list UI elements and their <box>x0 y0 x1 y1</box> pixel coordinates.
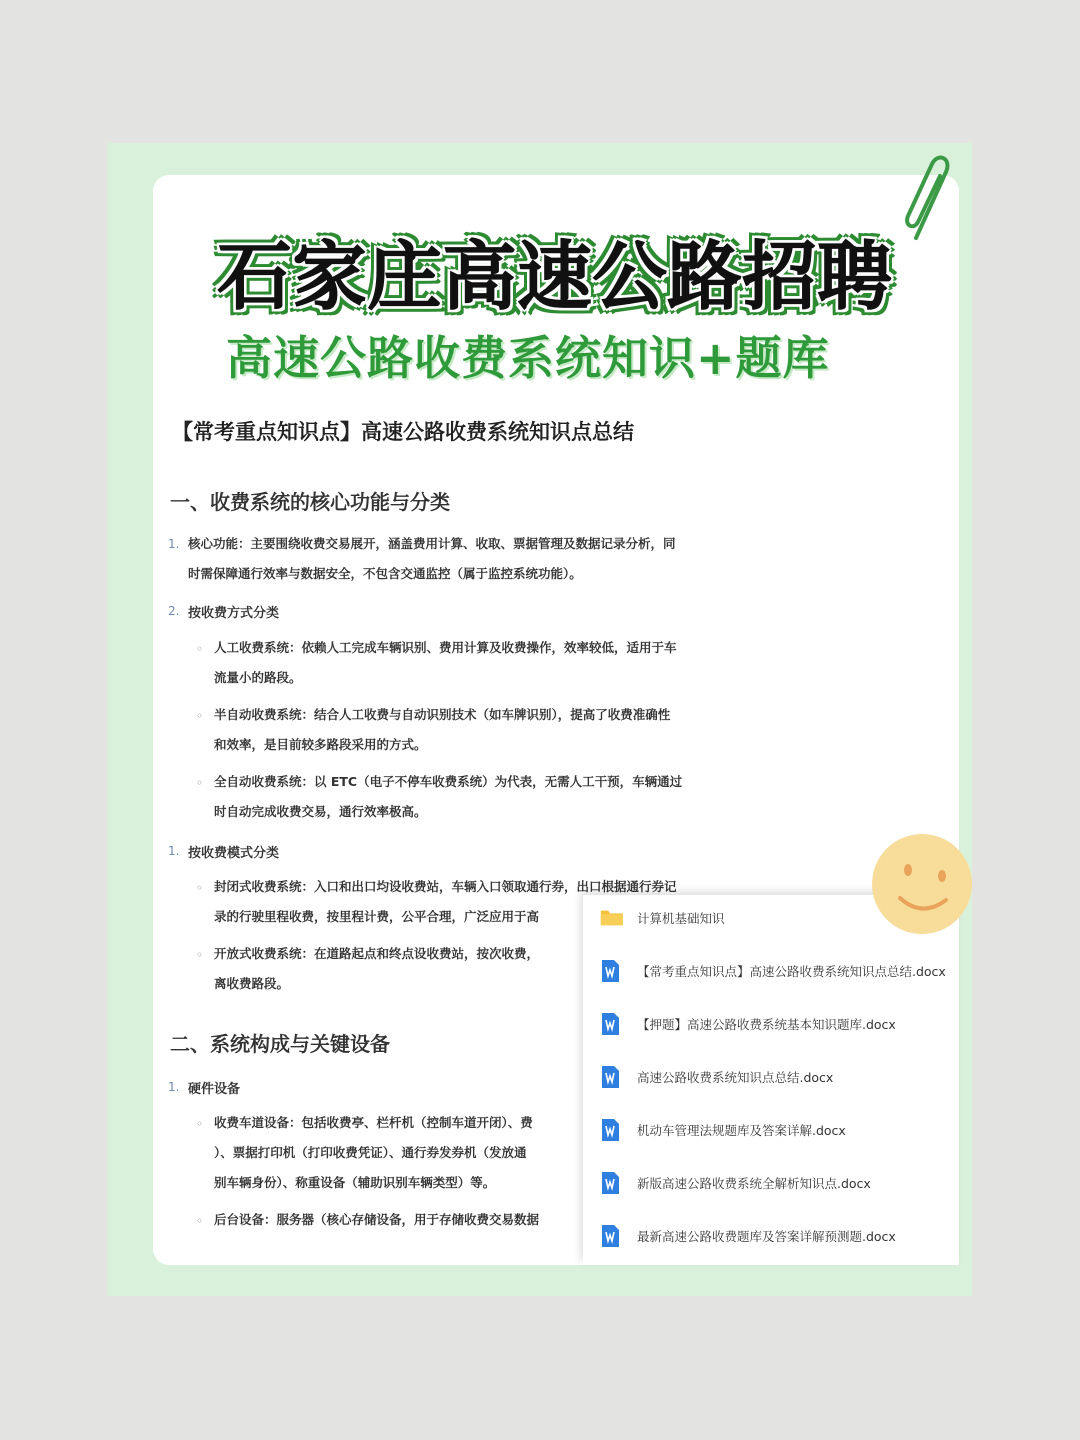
bullet-line: 后台设备：服务器（核心存储设备，用于存储收费交易数据 <box>214 1212 540 1227</box>
file-item[interactable] <box>583 1115 959 1145</box>
word-doc-icon <box>599 1012 621 1036</box>
bullet-dot: ◦ <box>196 642 204 656</box>
bullet-line: 人工收费系统：依赖人工完成车辆识别、费用计算及收费操作，效率较低，适用于车 <box>214 640 677 655</box>
word-doc-icon <box>599 1118 621 1142</box>
word-doc-icon <box>599 1224 621 1248</box>
bullet-line: ）、票据打印机（打印收费凭证）、通行券发券机（发放通 <box>214 1145 527 1160</box>
bullet-dot: ◦ <box>196 776 204 790</box>
word-doc-icon <box>599 1171 621 1195</box>
file-item[interactable] <box>583 1009 959 1039</box>
bullet-line: 时自动完成收费交易，通行效率极高。 <box>214 804 427 819</box>
file-name: 计算机基础知识 <box>637 911 725 926</box>
file-item[interactable] <box>583 1168 959 1198</box>
page-title: 石家庄高速公路招聘 <box>217 234 893 320</box>
bullet-line: 全自动收费系统：以 ETC（电子不停车收费系统）为代表，无需人工干预，车辆通过 <box>214 774 683 789</box>
smiley-sticker-icon <box>870 832 974 936</box>
bullet-line: 收费车道设备：包括收费亭、栏杆机（控制车道开闭）、费 <box>214 1115 533 1130</box>
file-name: 【押题】高速公路收费系统基本知识题库.docx <box>637 1017 896 1032</box>
section-heading: 一、收费系统的核心功能与分类 <box>170 490 450 514</box>
list-number: 1. <box>168 537 180 551</box>
bullet-line: 开放式收费系统：在道路起点和终点设收费站，按次收费， <box>214 946 540 961</box>
bullet-line: 封闭式收费系统：入口和出口均设收费站，车辆入口领取通行券，出口根据通行券记 <box>214 879 677 894</box>
word-doc-icon <box>599 1065 621 1089</box>
bullet-line: 流量小的路段。 <box>214 670 302 685</box>
list-label: 硬件设备 <box>188 1082 241 1097</box>
file-name: 最新高速公路收费题库及答案详解预测题.docx <box>637 1229 896 1244</box>
file-item[interactable] <box>583 956 959 986</box>
bullet-dot: ◦ <box>196 1214 204 1228</box>
list-number: 1. <box>168 844 180 858</box>
bullet-dot: ◦ <box>196 1117 204 1131</box>
section-heading: 二、系统构成与关键设备 <box>170 1032 390 1056</box>
file-name: 高速公路收费系统知识点总结.docx <box>637 1070 834 1085</box>
file-item[interactable] <box>583 1221 959 1251</box>
bullet-line: 和效率，是目前较多路段采用的方式。 <box>214 737 427 752</box>
file-name: 新版高速公路收费系统全解析知识点.docx <box>637 1176 871 1191</box>
document-title: 【常考重点知识点】高速公路收费系统知识点总结 <box>172 420 634 444</box>
paragraph-line: 核心功能：主要围绕收费交易展开，涵盖费用计算、收取、票据管理及数据记录分析，同 <box>188 536 676 551</box>
file-name: 机动车管理法规题库及答案详解.docx <box>637 1123 846 1138</box>
page-subtitle: 高速公路收费系统知识+题库 <box>226 331 830 385</box>
bullet-dot: ◦ <box>196 881 204 895</box>
bullet-line: 别车辆身份）、称重设备（辅助识别车辆类型）等。 <box>214 1175 496 1190</box>
word-doc-icon <box>599 959 621 983</box>
bullet-line: 录的行驶里程收费，按里程计费，公平合理，广泛应用于高 <box>214 909 540 924</box>
paragraph-line: 时需保障通行效率与数据安全，不包含交通监控（属于监控系统功能）。 <box>188 566 582 581</box>
bullet-line: 离收费路段。 <box>214 976 290 991</box>
bullet-dot: ◦ <box>196 709 204 723</box>
list-number: 2. <box>168 604 180 618</box>
list-number: 1. <box>168 1080 180 1094</box>
file-list-panel <box>583 895 959 1265</box>
list-label: 按收费模式分类 <box>188 846 280 861</box>
bullet-dot: ◦ <box>196 948 204 962</box>
list-label: 按收费方式分类 <box>188 606 280 621</box>
bullet-line: 半自动收费系统：结合人工收费与自动识别技术（如车牌识别），提高了收费准确性 <box>214 707 671 722</box>
paperclip-icon <box>898 150 958 246</box>
folder-icon <box>597 906 623 928</box>
file-name: 【常考重点知识点】高速公路收费系统知识点总结.docx <box>637 964 946 979</box>
file-item[interactable] <box>583 1062 959 1092</box>
